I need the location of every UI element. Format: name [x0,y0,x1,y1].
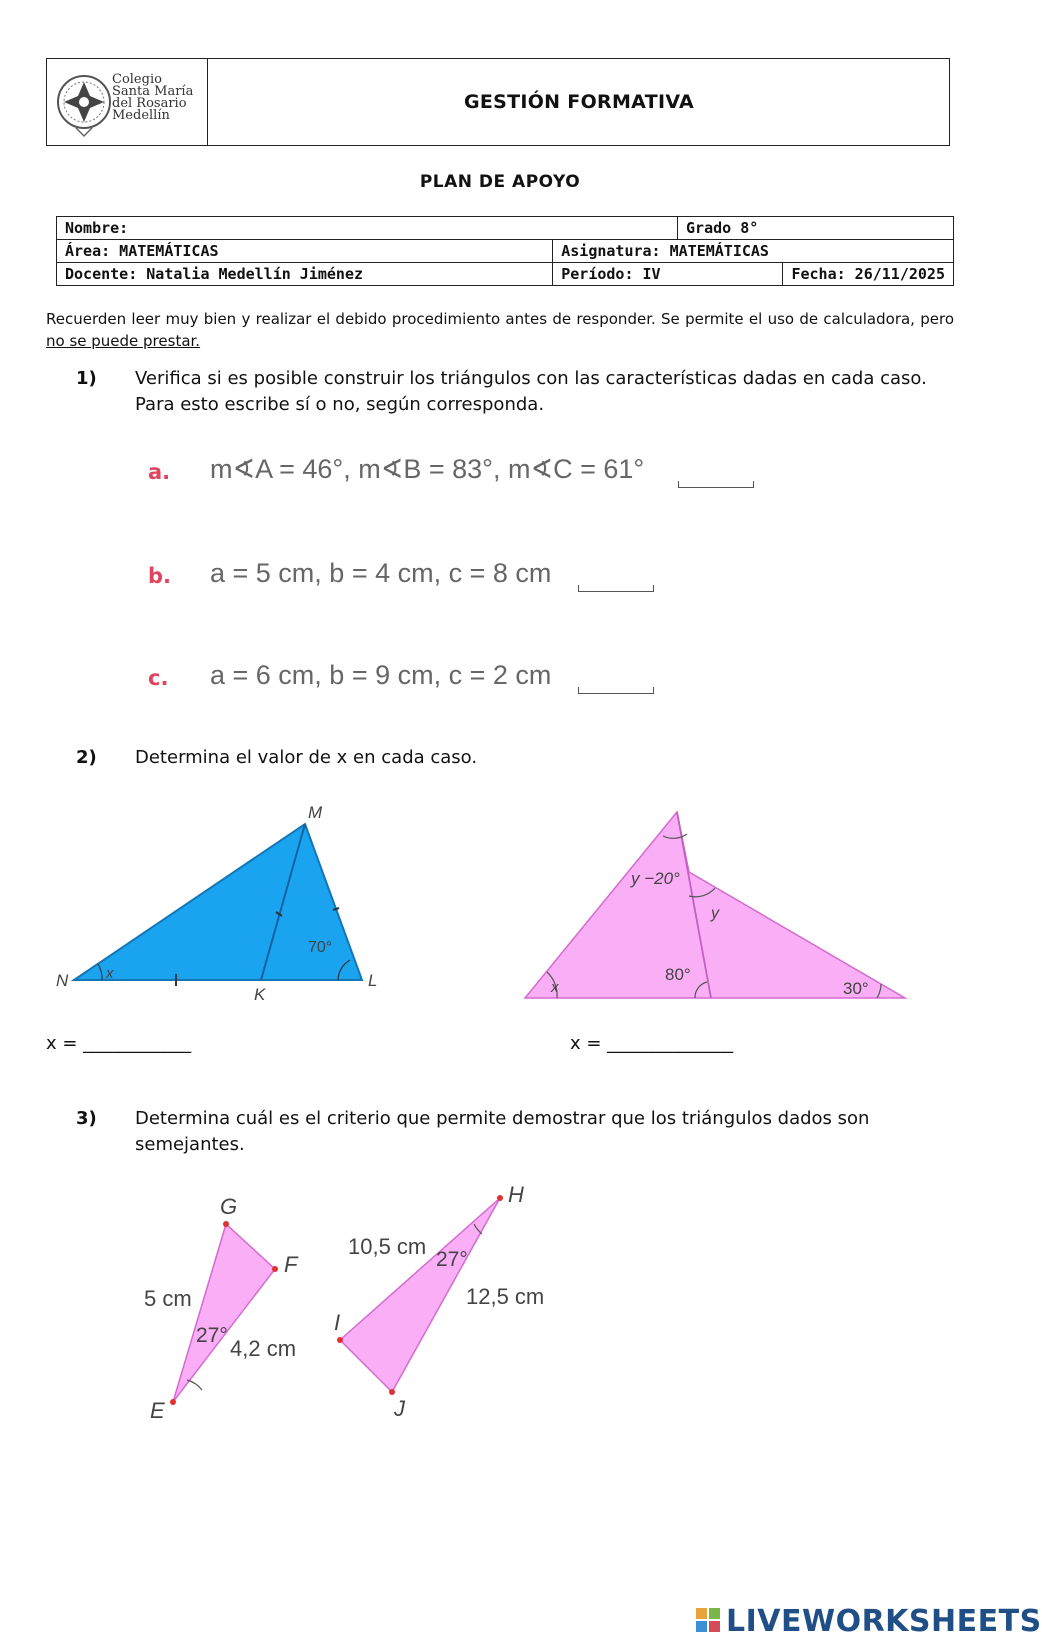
point-j [389,1389,395,1395]
label-x: x [551,979,559,996]
q1c-letter: c. [148,666,169,690]
q1a-answer-blank[interactable] [678,481,754,488]
point-f [272,1266,278,1272]
label-y-minus-20: y −20° [631,869,680,888]
school-name-line: Colegio [112,72,162,87]
q2-figure-right [515,800,915,1010]
label-n: N [56,971,69,990]
q1-line: Verifica si es posible construir los triángulos con las características dadas en cada caso. [135,368,927,389]
label-i: I [334,1310,341,1335]
label-h: H [508,1182,524,1207]
label-k: K [254,985,266,1004]
label-125cm: 12,5 cm [466,1284,545,1309]
nombre-cell: Nombre: [57,217,678,240]
point-g [223,1221,229,1227]
label-70: 70° [308,939,333,956]
q2-text: Determina el valor de x en cada caso. [135,747,478,768]
q1c-expression: a = 6 cm, b = 9 cm, c = 2 cm [210,660,552,690]
label-42cm: 4,2 cm [230,1336,297,1361]
q2-figure-left [50,800,390,1004]
q3-figure [130,1180,570,1430]
q2-answer-right[interactable]: x = ______________ [570,1033,734,1054]
label-e: E [150,1398,165,1423]
q1a-expression: m∢A = 46°, m∢B = 83°, m∢C = 61° [210,454,645,484]
label-27-left: 27° [196,1324,228,1347]
q1-number: 1) [76,368,97,389]
triangle-mnl [74,824,362,980]
label-m: M [308,803,323,822]
area-cell: Área: MATEMÁTICAS [57,240,553,263]
instructions-underlined: no se puede prestar. [46,332,201,350]
q3-line: semejantes. [135,1134,245,1155]
q1-text [135,366,927,418]
liveworksheets-logo-icon [696,1608,722,1634]
label-80: 80° [665,965,691,984]
q2-number: 2) [76,747,97,768]
info-table [56,216,954,286]
q3-text [135,1106,869,1158]
q3-number: 3) [76,1108,97,1129]
q3-line: Determina cuál es el criterio que permite demostrar que los triángulos dados son [135,1108,870,1129]
periodo-cell: Período: IV [553,263,783,286]
q1a-letter: a. [148,460,171,484]
school-name [112,74,193,122]
label-27-right: 27° [436,1248,468,1271]
school-seal-icon [54,66,114,138]
label-x: x [106,965,114,982]
label-5cm: 5 cm [144,1286,192,1311]
school-name-line: del Rosario [112,96,187,111]
label-30: 30° [843,979,869,998]
label-105cm: 10,5 cm [348,1234,427,1259]
header-title: GESTIÓN FORMATIVA [463,91,695,113]
school-name-line: Santa María [112,84,194,99]
q1c-answer-blank[interactable] [578,687,654,694]
instructions-text: Recuerden leer muy bien y realizar el debido procedimiento antes de responder. Se permite el uso de calculadora, pero [46,310,954,328]
q1-line: Para esto escribe sí o no, según corresponda. [135,394,545,415]
plan-title: PLAN DE APOYO [419,172,581,192]
point-h [497,1195,503,1201]
label-j: J [394,1396,405,1421]
label-g: G [220,1194,238,1219]
fecha-cell: Fecha: 26/11/2025 [783,263,954,286]
triangle-efg [173,1224,275,1402]
grado-cell: Grado 8° [678,217,954,240]
docente-cell: Docente: Natalia Medellín Jiménez [57,263,553,286]
school-name-line: Medellín [112,108,170,123]
label-l: L [368,971,378,990]
q2-answer-left[interactable]: x = ____________ [46,1033,192,1054]
label-f: F [284,1252,298,1277]
asignatura-cell: Asignatura: MATEMÁTICAS [553,240,954,263]
instructions [46,308,954,352]
point-e [170,1399,176,1405]
point-i [337,1337,343,1343]
liveworksheets-brand[interactable]: LIVEWORKSHEETS [726,1604,1042,1639]
q1b-expression: a = 5 cm, b = 4 cm, c = 8 cm [210,558,552,588]
q1b-letter: b. [148,564,172,588]
label-y: y [711,905,719,922]
q1b-answer-blank[interactable] [578,585,654,592]
